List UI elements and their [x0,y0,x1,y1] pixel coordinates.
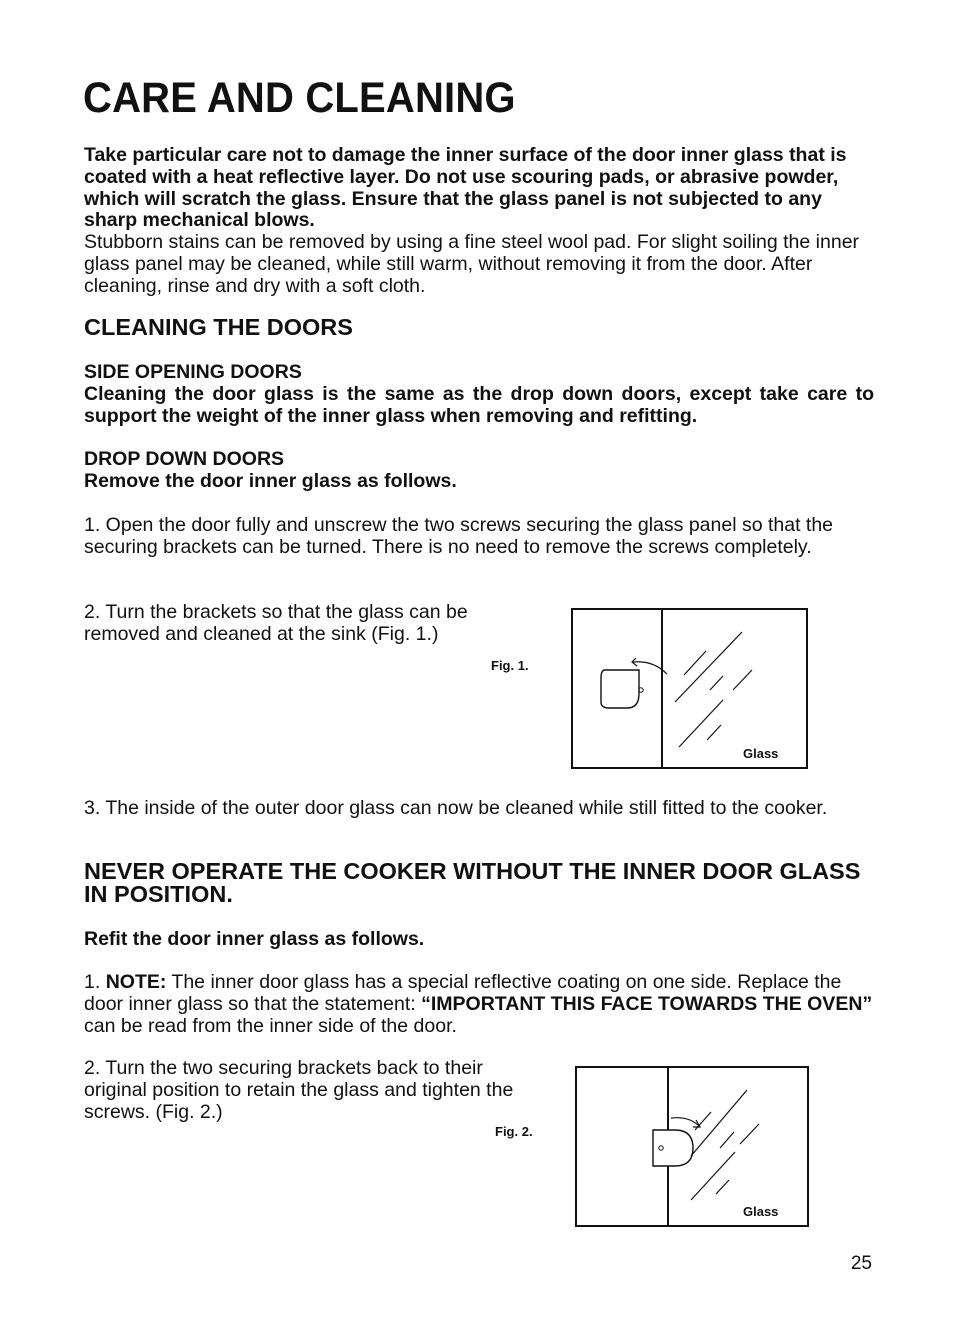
glass-reflection-line [740,1124,759,1144]
glass-reflection-line [716,1180,729,1194]
refit-step1-quote: “IMPORTANT THIS FACE TOWARDS THE OVEN” [421,992,873,1015]
refit-step1-text-b: can be read from the inner side of the door. [84,1014,457,1037]
intro-cleaning-text: Stubborn stains can be removed by using a fine steel wool pad. For slight soiling the inner glass panel may be cleaned, while still warm, without removing it from the door. After cleaning, rinse and dry with a soft cloth. [84,231,860,297]
remove-step-1: 1. Open the door fully and unscrew the two screws securing the glass panel so that the securing brackets can be turned. There is no need to remove the screws completely. [84,514,834,558]
glass-reflection-line [684,651,706,675]
glass-reflection-line [733,670,752,690]
side-opening-heading: SIDE OPENING DOORS [84,361,302,383]
glass-reflection-line [695,1112,711,1130]
fig1-glass-label: Glass [743,746,779,761]
refit-step1-prefix: 1. [84,971,106,993]
drop-down-subheading: Remove the door inner glass as follows. [84,469,457,492]
fig2-label: Fig. 2. [495,1124,533,1139]
fig2-illustration [577,1068,807,1225]
bracket-shape [601,670,639,708]
fig1-label: Fig. 1. [491,658,529,673]
glass-reflection-line [691,1152,735,1200]
glass-reflection-line [710,676,723,690]
drop-down-heading: DROP DOWN DOORS [84,448,285,470]
remove-step-3: 3. The inside of the outer door glass can now be cleaned while still fitted to the cooker. [84,797,828,819]
page-title: CARE AND CLEANING [83,74,516,122]
cleaning-doors-heading: CLEANING THE DOORS [84,314,353,340]
rotation-arrow-icon [671,1118,699,1126]
refit-step-1 [84,972,874,1037]
intro-section [84,145,874,298]
refit-step1-text-a: The inner door glass has a special reflective coating on one side. Replace the door inner glass so that the statement: [84,971,842,1015]
refit-step-2: 2. Turn the two securing brackets back to their original position to retain the glass and tighten the screws. (Fig. 2.) [84,1057,514,1123]
fig2-diagram [575,1066,809,1227]
glass-reflection-line [707,725,721,740]
intro-warning-text: Take particular care not to damage the inner surface of the door inner glass that is coated with a heat reflective layer. Do not use scouring pads, or abrasive powder, which will scratch the glass. Ensure that the glass panel is not subjected to any sharp mechanical blows. [84,144,847,232]
remove-step-2: 2. Turn the brackets so that the glass can be removed and cleaned at the sink (Fig. 1.) [84,601,468,645]
glass-reflection-line [679,700,723,747]
side-opening-text: Cleaning the door glass is the same as the drop down doors, except take care to support the weight of the inner glass when removing and refitting. [84,382,874,427]
side-opening-section [84,362,874,427]
fig1-illustration [573,610,806,767]
refit-step1-note: NOTE: [105,971,167,993]
glass-reflection-line [675,632,742,702]
glass-reflection-line [691,1090,747,1156]
drop-down-section [84,449,874,493]
page-number: 25 [850,1253,872,1274]
refit-heading: Refit the door inner glass as follows. [84,928,425,950]
glass-reflection-line [720,1132,734,1148]
warning-heading: NEVER OPERATE THE COOKER WITHOUT THE INNER DOOR GLASS IN POSITION. [84,858,861,907]
fig1-diagram [571,608,808,769]
fig2-glass-label: Glass [743,1204,779,1219]
